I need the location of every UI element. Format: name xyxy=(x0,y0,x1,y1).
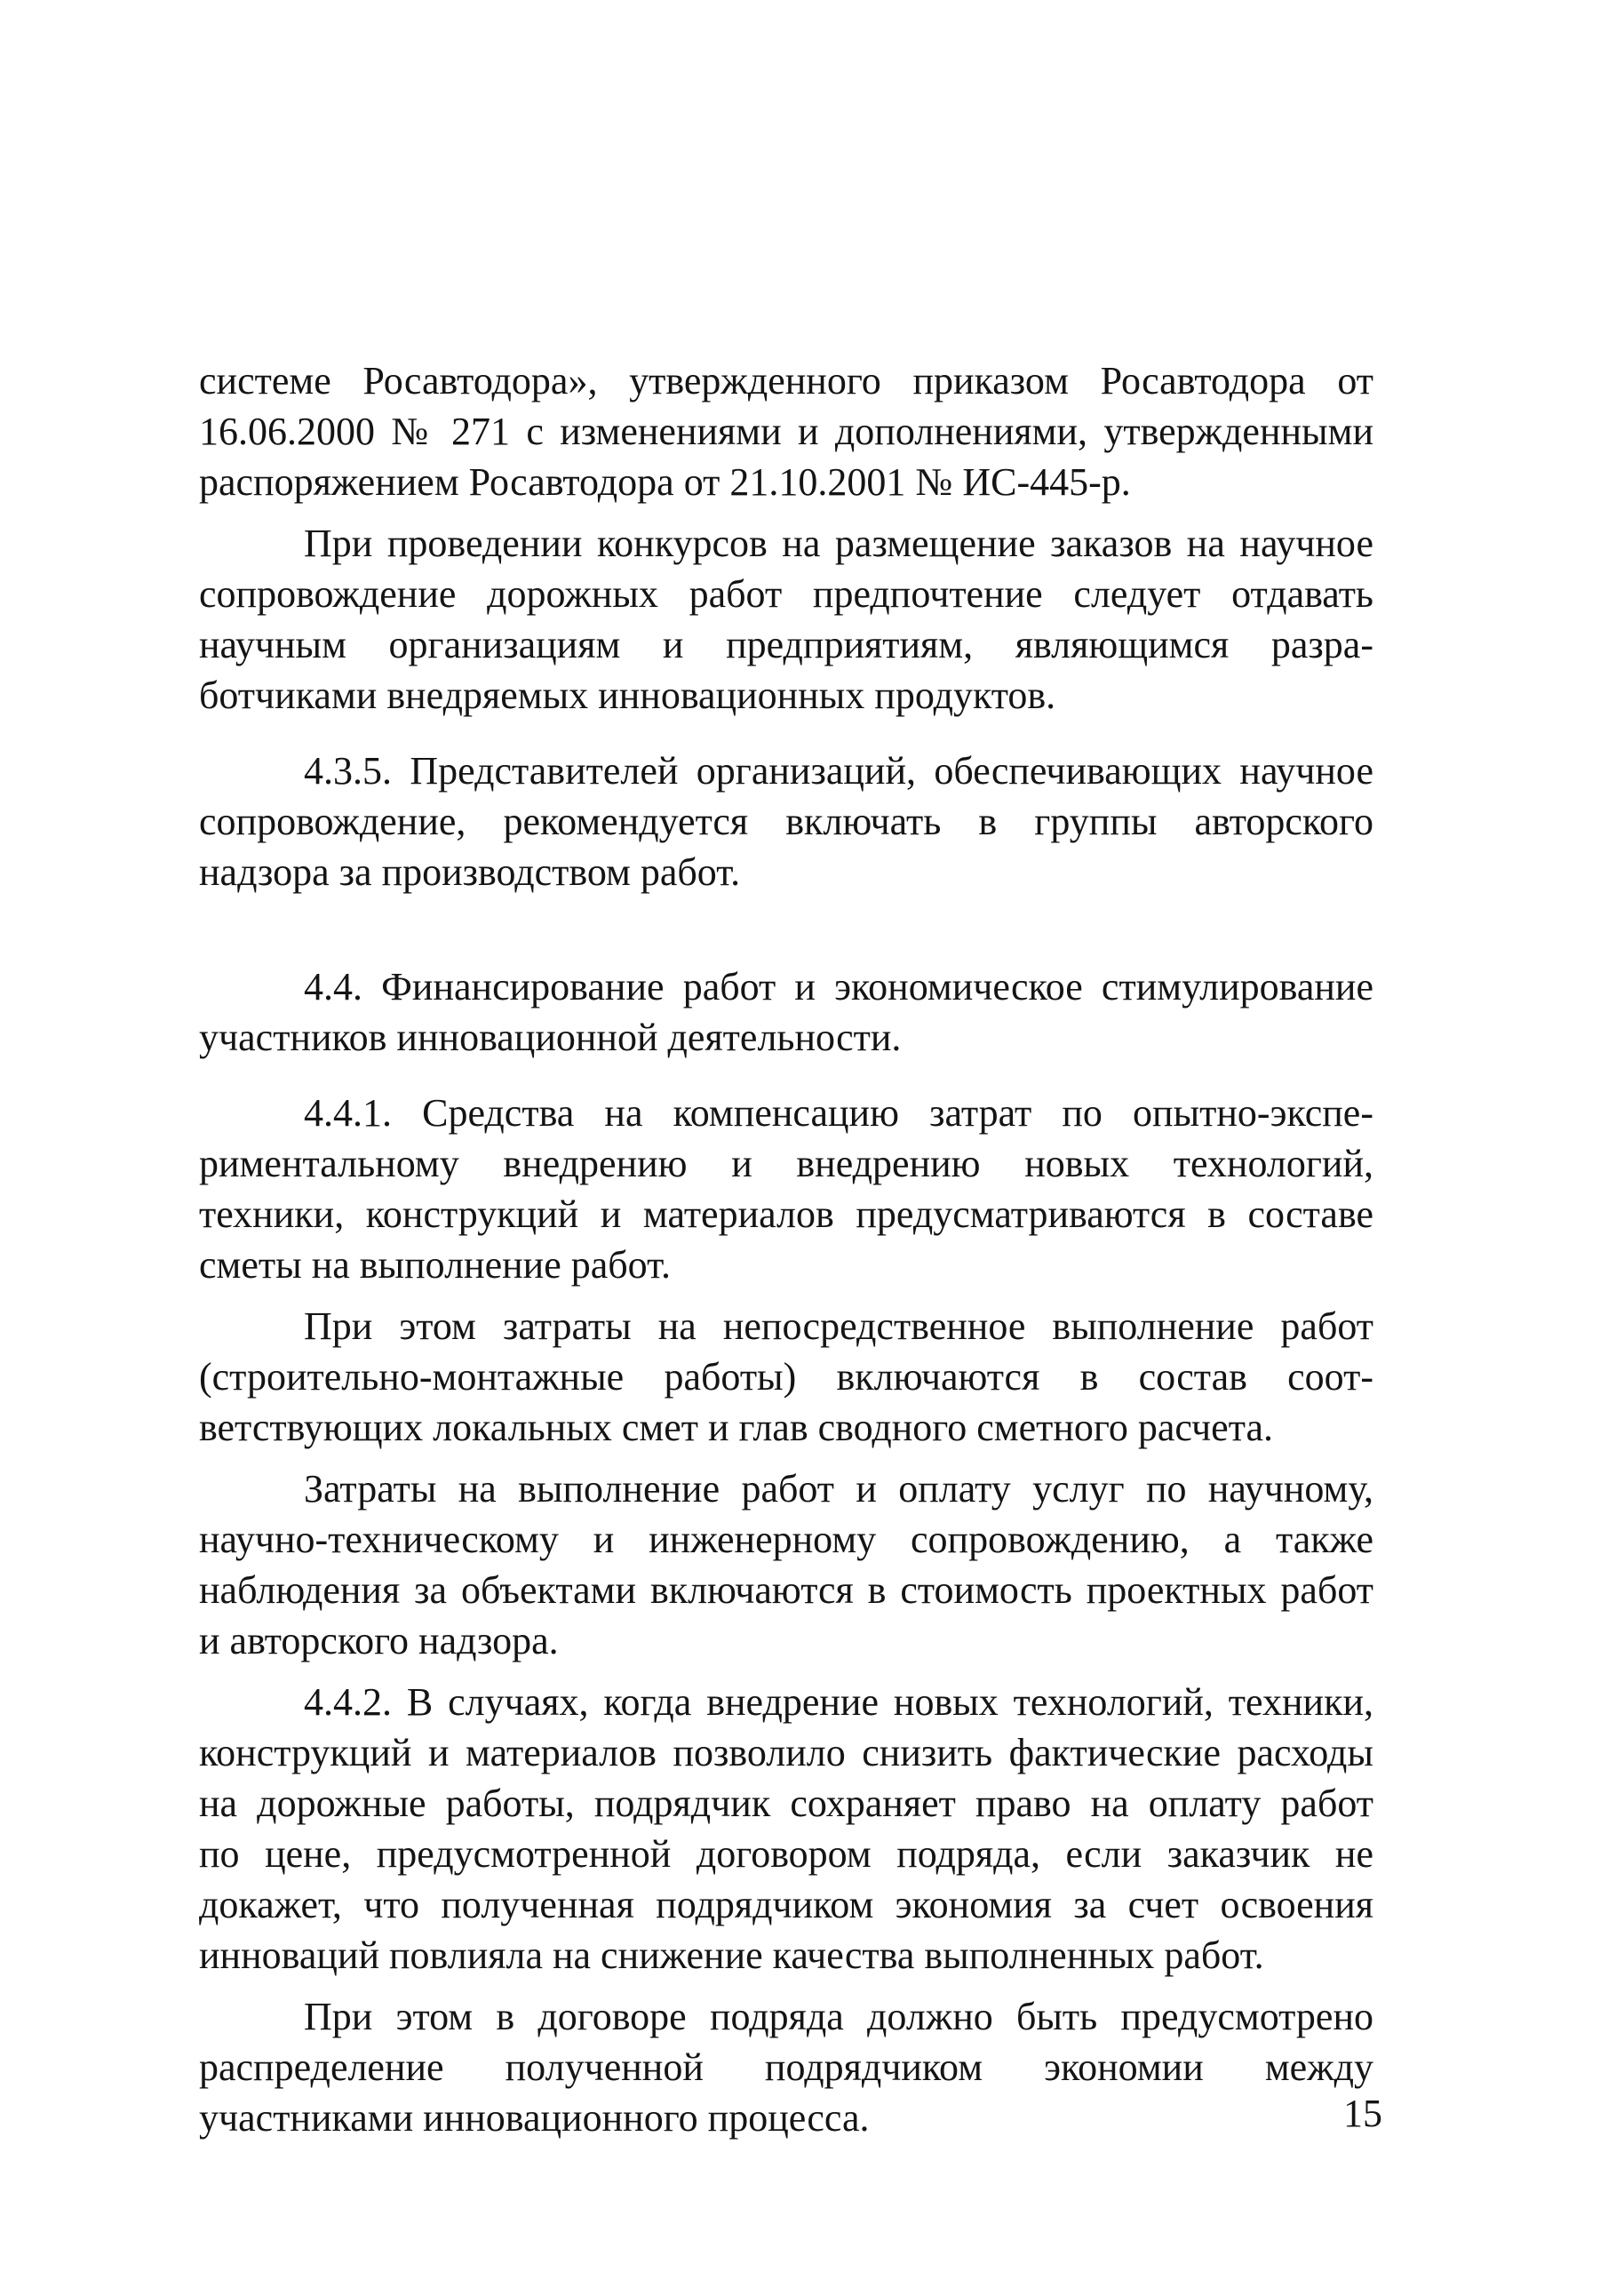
paragraph-competitions xyxy=(199,518,1373,721)
page-number: 15 xyxy=(1343,2092,1382,2135)
text-line: При этом в договоре подряда должно быть предусмотрено xyxy=(304,1995,1373,2038)
text-line: (строительно-монтажные работы) включаются в состав соот- xyxy=(199,1355,1373,1399)
text-line: инноваций повлияла на снижение качества выполненных работ. xyxy=(199,1933,1264,1977)
text-line: участниками инновационного процесса. xyxy=(199,2096,870,2140)
text-line: 4.4.1. Средства на компенсацию затрат по опытно-экспе- xyxy=(304,1091,1373,1135)
text-line: техники, конструкций и материалов предусматриваются в составе xyxy=(199,1192,1373,1236)
text-line: риментальному внедрению и внедрению новых технологий, xyxy=(199,1142,1373,1185)
text-line: При этом затраты на непосредственное выполнение работ xyxy=(304,1304,1373,1348)
paragraph-4-4-2 xyxy=(199,1677,1373,1981)
text-line: сопровождение дорожных работ предпочтение следует отдавать xyxy=(199,572,1373,616)
text-line: по цене, предусмотренной договором подряда, если заказчик не xyxy=(199,1832,1373,1876)
text-line: сопровождение, рекомендуется включать в группы авторского xyxy=(199,800,1373,843)
paragraph-savings-distribution xyxy=(199,1991,1373,2143)
paragraph-4-4-1 xyxy=(199,1088,1373,1290)
text-line: научным организациям и предприятиям, являющимся разра- xyxy=(199,623,1373,666)
text-line: надзора за производством работ. xyxy=(199,850,741,894)
text-line: 4.3.5. Представителей организаций, обеспечивающих научное xyxy=(304,749,1373,793)
text-line: сметы на выполнение работ. xyxy=(199,1243,671,1287)
text-line: докажет, что полученная подрядчиком экономия за счет освоения xyxy=(199,1883,1373,1926)
text-line: конструкций и материалов позволило снизить фактические расходы xyxy=(199,1731,1373,1774)
paragraph-continuation xyxy=(199,355,1373,507)
text-line: При проведении конкурсов на размещение заказов на научное xyxy=(304,522,1373,565)
text-line: участников инновационной деятельности. xyxy=(199,1016,902,1059)
text-line: на дорожные работы, подрядчик сохраняет право на оплату работ xyxy=(199,1782,1373,1825)
paragraph-4-3-5 xyxy=(199,745,1373,897)
paragraph-services-costs xyxy=(199,1463,1373,1666)
paragraph-construction-costs xyxy=(199,1301,1373,1453)
text-line: 16.06.2000 № 271 с изменениями и дополнениями, утвержденными xyxy=(199,410,1373,453)
text-line: 4.4. Финансирование работ и экономическое стимулирование xyxy=(304,965,1373,1008)
text-line: распоряжением Росавтодора от 21.10.2001 № ИС-445-р. xyxy=(199,460,1131,504)
section-heading-4-4 xyxy=(199,961,1373,1063)
document-page xyxy=(199,355,1373,2143)
text-line: научно-техническому и инженерному сопровождению, а также xyxy=(199,1518,1373,1561)
text-line: ботчиками внедряемых инновационных продуктов. xyxy=(199,674,1056,717)
text-line: ветствующих локальных смет и глав сводного сметного расчета. xyxy=(199,1406,1273,1449)
text-line: системе Росавтодора», утвержденного приказом Росавтодора от xyxy=(199,359,1373,403)
text-line: 4.4.2. В случаях, когда внедрение новых технологий, техники, xyxy=(304,1680,1373,1724)
text-line: и авторского надзора. xyxy=(199,1619,559,1662)
text-line: распределение полученной подрядчиком экономии между xyxy=(199,2045,1373,2089)
text-line: наблюдения за объектами включаются в стоимость проектных работ xyxy=(199,1568,1373,1612)
text-line: Затраты на выполнение работ и оплату услуг по научному, xyxy=(304,1467,1373,1511)
